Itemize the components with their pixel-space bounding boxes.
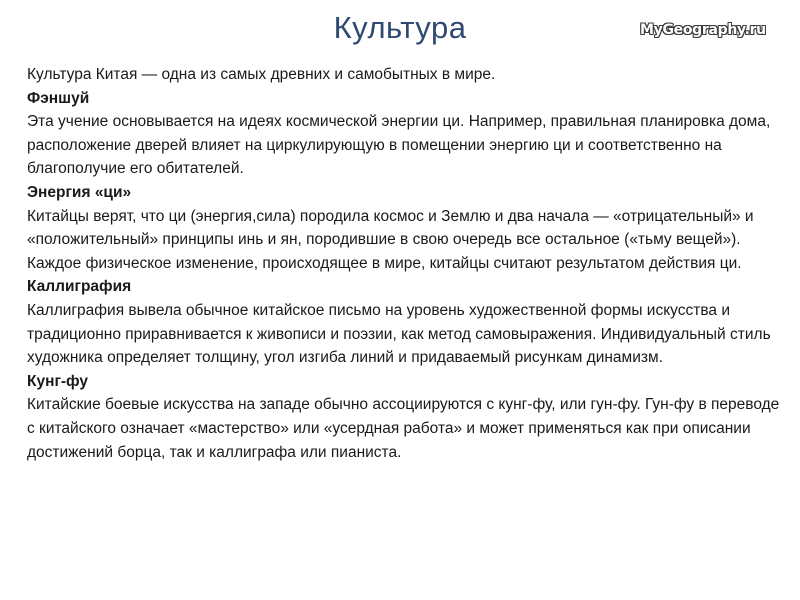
section-heading-qi-energy: Энергия «ци»: [27, 183, 132, 201]
section-heading-kung-fu: Кунг-фу: [27, 372, 89, 390]
section-text-fengshui: Эта учение основывается на идеях космической энергии ци. Например, правильная планировка дома, расположение дверей влияет на циркулирующую в помещении энергию ци и соответственно на благополучие его обитателей.: [27, 113, 771, 178]
section-text-calligraphy: Каллиграфия вывела обычное китайское письмо на уровень художественной формы искусства и традиционно приравнивается к живописи и поэзии, как метод самовыражения. Индивидуальный стиль художника определяет толщину, угол изгиба линий и придаваемый рисункам динамизм.: [27, 301, 771, 367]
slide-body: [27, 63, 782, 464]
intro-text: Культура Китая — одна из самых древних и самобытных в мире.: [27, 66, 496, 83]
section-text-qi-energy: Китайцы верят, что ци (энергия,сила) породила космос и Землю и два начала — «отрицательный» и «положительный» принципы инь и ян, породившие в свою очередь все остальное («тьму вещей»). Каждое физическое изменение, происходящее в мире, китайцы считают результатом действия ци.: [27, 207, 754, 272]
section-text-kung-fu: Китайские боевые искусства на западе обычно ассоциируются с кунг-фу, или гун-фу. Гун-фу в переводе с китайского означает «мастерство» или «усердная работа» и может применяться как при описании достижений борца, так и каллиграфа или пианиста.: [27, 396, 780, 461]
section-heading-calligraphy: Каллиграфия: [27, 278, 132, 296]
site-watermark-logo: MyGeography.ru: [640, 22, 766, 38]
slide-title: Культура: [333, 10, 467, 45]
section-heading-fengshui: Фэншуй: [27, 89, 90, 107]
